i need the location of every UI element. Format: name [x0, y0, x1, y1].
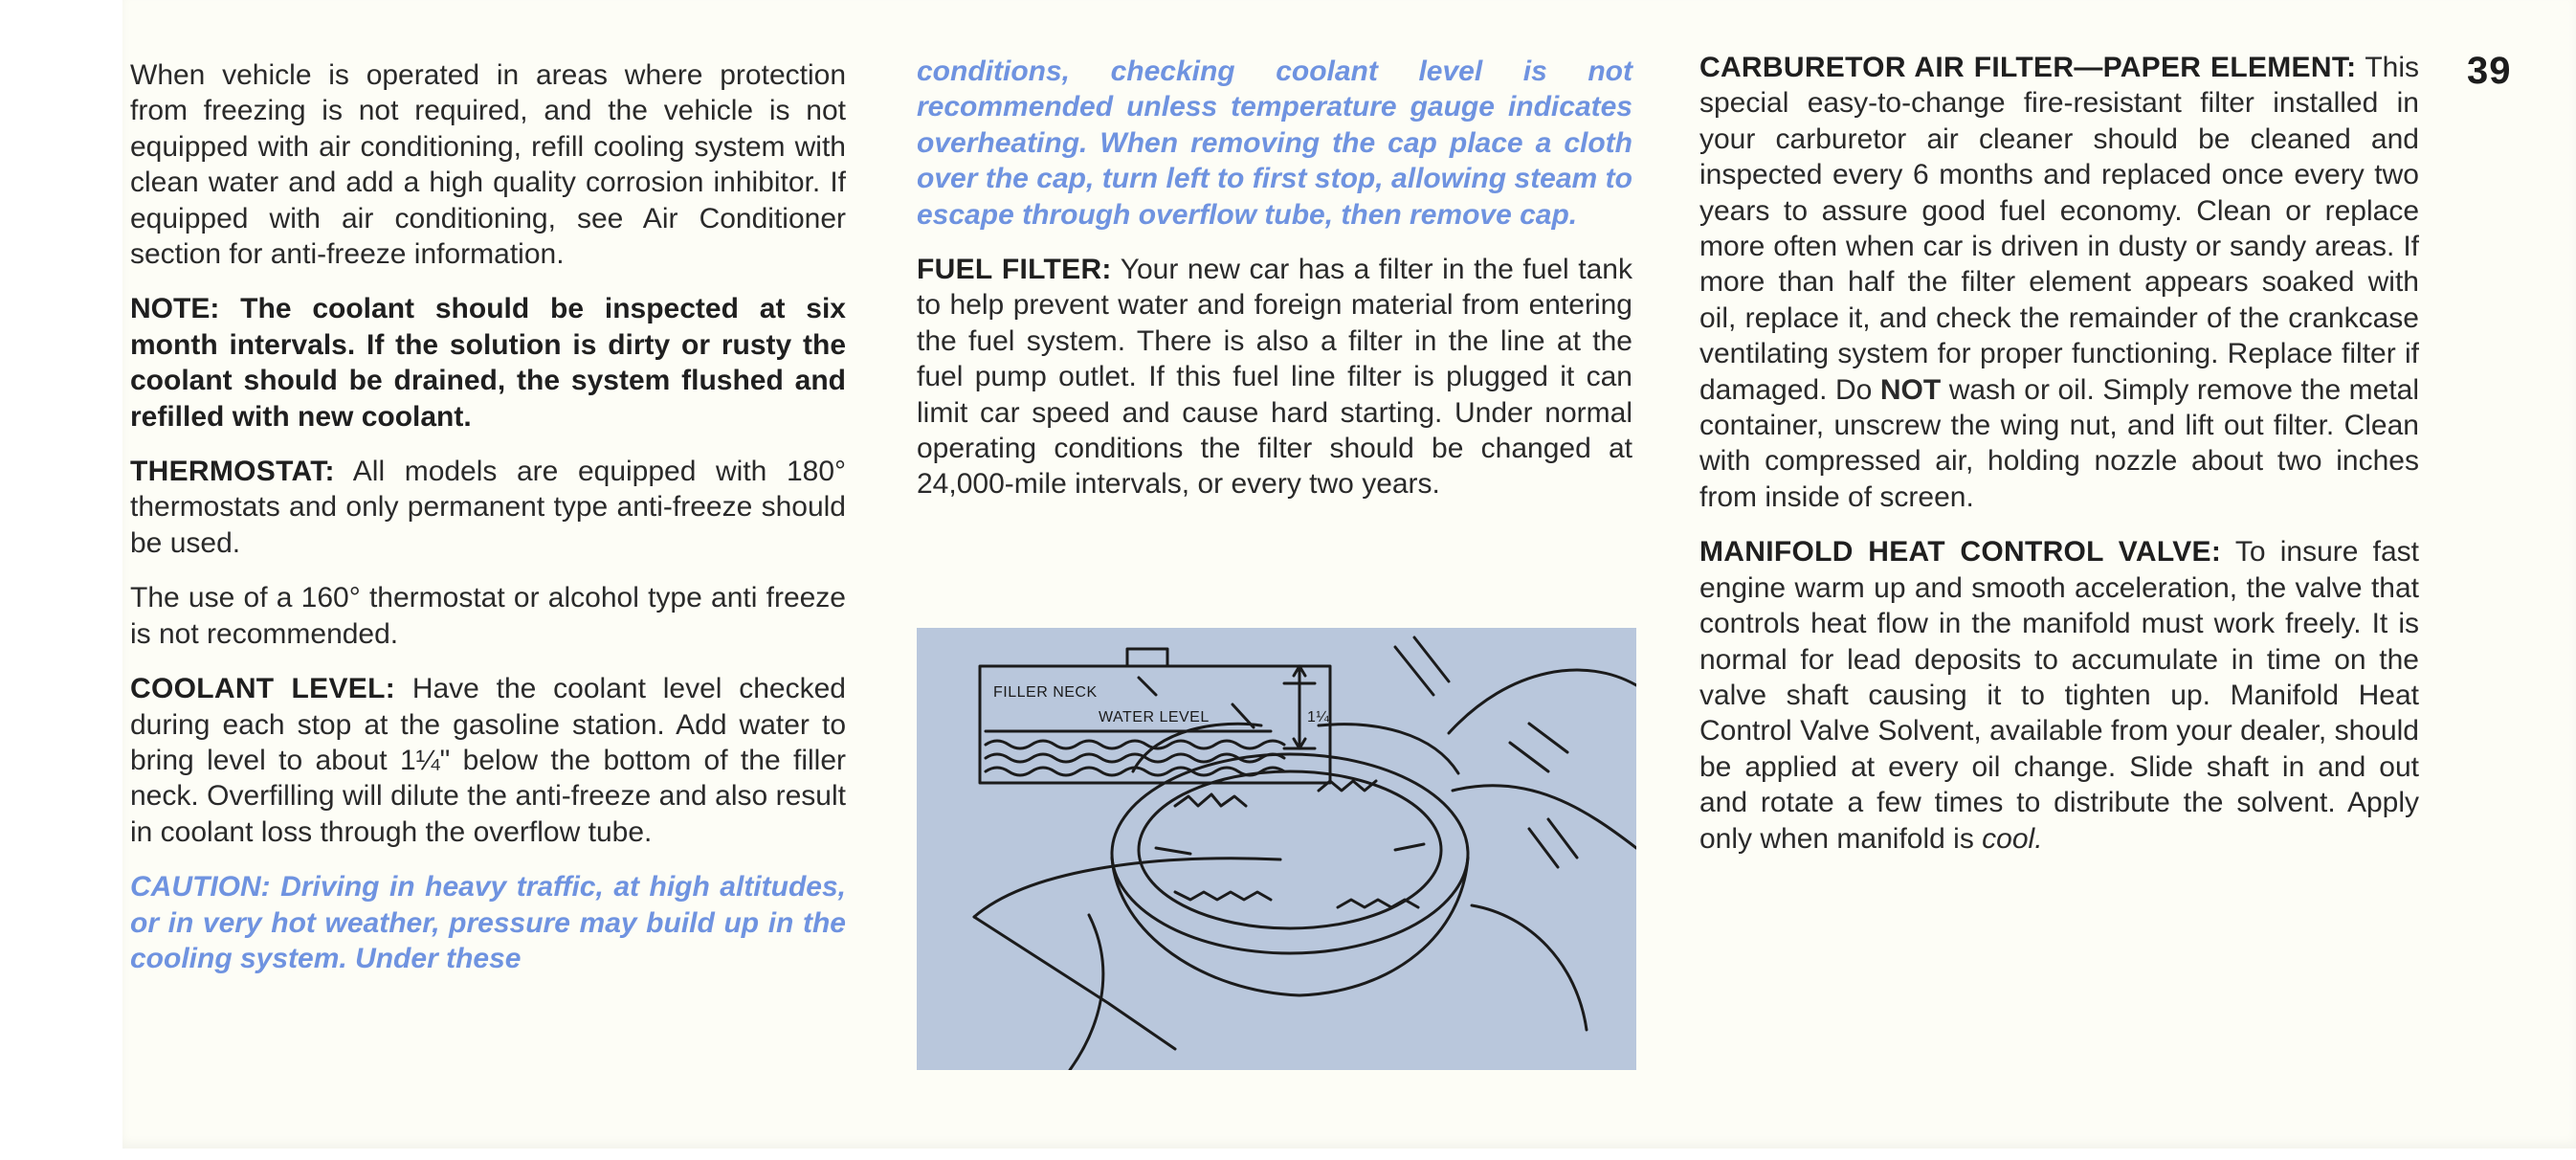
paragraph-fuel-filter	[917, 252, 1632, 502]
column-middle	[917, 54, 1632, 522]
coolant-note: NOTE: The coolant should be inspected at six month intervals. If the solution is dirty or rusty the coolant should be drained, the system flushed and refilled with new coolant.	[130, 293, 846, 433]
hatch-marks	[1510, 724, 1567, 771]
thermostat-heading: THERMOSTAT:	[130, 456, 335, 488]
paragraph-carburetor-filter	[1699, 50, 2419, 515]
carburetor-filter-not: NOT	[1879, 373, 1942, 406]
cap-emboss-5	[1156, 844, 1424, 854]
caution-continued: conditions, checking coolant level is not recommended unless temperature gauge indicates overheating. When removing the cap place a cloth over the cap, turn left to first stop, allowing steam to escape through overflow tube, then remove cap.	[917, 56, 1632, 231]
fan-blade	[1472, 905, 1587, 1030]
cap-ridge-right	[1319, 725, 1458, 773]
manifold-valve-heading: MANIFOLD HEAT CONTROL VALVE:	[1699, 536, 2222, 569]
cap-emboss-4	[1338, 900, 1418, 907]
measure-label: 1¼	[1307, 709, 1330, 725]
manifold-valve-cool: cool.	[1982, 822, 2043, 855]
radiator-cap-illustration	[917, 628, 1636, 1070]
tank-outline-side	[974, 917, 1175, 1049]
hatch-marks-top	[1395, 637, 1449, 695]
hatch-marks-right	[1529, 819, 1577, 867]
paragraph-coolant-level	[130, 671, 846, 850]
wave-line-1	[986, 741, 1284, 748]
hose-lower	[1453, 786, 1636, 848]
fuel-filter-heading: FUEL FILTER:	[917, 254, 1112, 286]
column-left	[130, 57, 846, 995]
paragraph-thermostat	[130, 454, 846, 561]
page-number: 39	[2467, 50, 2512, 92]
paragraph-antifreeze: When vehicle is operated in areas where protection from freezing is not required, and the vehicle is not equipped with air conditioning, refill cooling system with clean water and add a high quality corrosion inhibitor. If equipped with air conditioning, see Air Conditioner section for anti-freeze information.	[130, 59, 846, 271]
filler-neck-arrow	[1139, 678, 1156, 695]
paragraph-manifold-valve	[1699, 534, 2419, 857]
water-level-label: WATER LEVEL	[1099, 709, 1210, 725]
column-right	[1699, 50, 2419, 876]
cap-emboss-3	[1175, 892, 1271, 900]
neck-outline	[1070, 915, 1103, 1070]
thermostat-text: All models are equipped with 180° thermostats and only permanent type anti-freeze should be used.	[130, 456, 846, 559]
manifold-valve-text: To insure fast engine warm up and smooth acceleration, the valve that controls heat flow in the manifold must work freely. It is normal for lead deposits to accumulate in time on the valve shaft causing it to tighten up. Manifold Heat Control Valve Solvent, available from your dealer, should be applied at every oil change. Slide shaft in and out and rotate a few times to distribute the solvent. Apply only when manifold is	[1699, 536, 2419, 855]
carburetor-filter-text-2: wash or oil. Simply remove the metal container, unscrew the wing nut, and lift out filter. Clean with compressed air, holding nozzle about two inches from inside of screen.	[1699, 373, 2420, 513]
fuel-filter-text: Your new car has a filter in the fuel tank to help prevent water and foreign material from entering the fuel system. There is also a filter in the line at the fuel pump outlet. If this fuel line filter is plugged it can limit car speed and cause hard starting. Under normal operating conditions the filter should be changed at 24,000-mile intervals, or every two years.	[917, 254, 1632, 501]
carburetor-filter-text-1: This special easy-to-change fire-resistant filter installed in your carburetor air cleaner should be cleaned and inspected every 6 months and replaced once every two years to assure good fuel economy. Clean or replace more often when car is driven in dusty or sandy areas. If more than half the filter element appears soaked with oil, replace it, and check the remainder of the crankcase ventilating system for proper functioning. Replace filter if damaged. Do	[1699, 52, 2419, 406]
coolant-level-text: Have the coolant level checked during each stop at the gasoline station. Add water to bring level to about 1¼" below the bottom of the filler neck. Overfilling will dilute the anti-freeze and also result in coolant loss through the overflow tube.	[130, 673, 846, 848]
radiator-cap-drawing	[917, 628, 1636, 1070]
cap-emboss-1	[1175, 794, 1246, 806]
coolant-level-heading: COOLANT LEVEL:	[130, 673, 395, 705]
carburetor-filter-heading: CARBURETOR AIR FILTER—PAPER ELEMENT:	[1699, 52, 2357, 83]
caution-start: CAUTION: Driving in heavy traffic, at high altitudes, or in very hot weather, pressure may build up in the cooling system. Under these	[130, 871, 846, 974]
cap-skirt	[1112, 858, 1468, 995]
filler-neck-shape	[1127, 649, 1167, 666]
hose-upper	[1449, 670, 1636, 733]
paragraph-thermostat-use: The use of a 160° thermostat or alcohol type anti freeze is not recommended.	[130, 582, 846, 650]
filler-neck-label: FILLER NECK	[993, 684, 1098, 701]
